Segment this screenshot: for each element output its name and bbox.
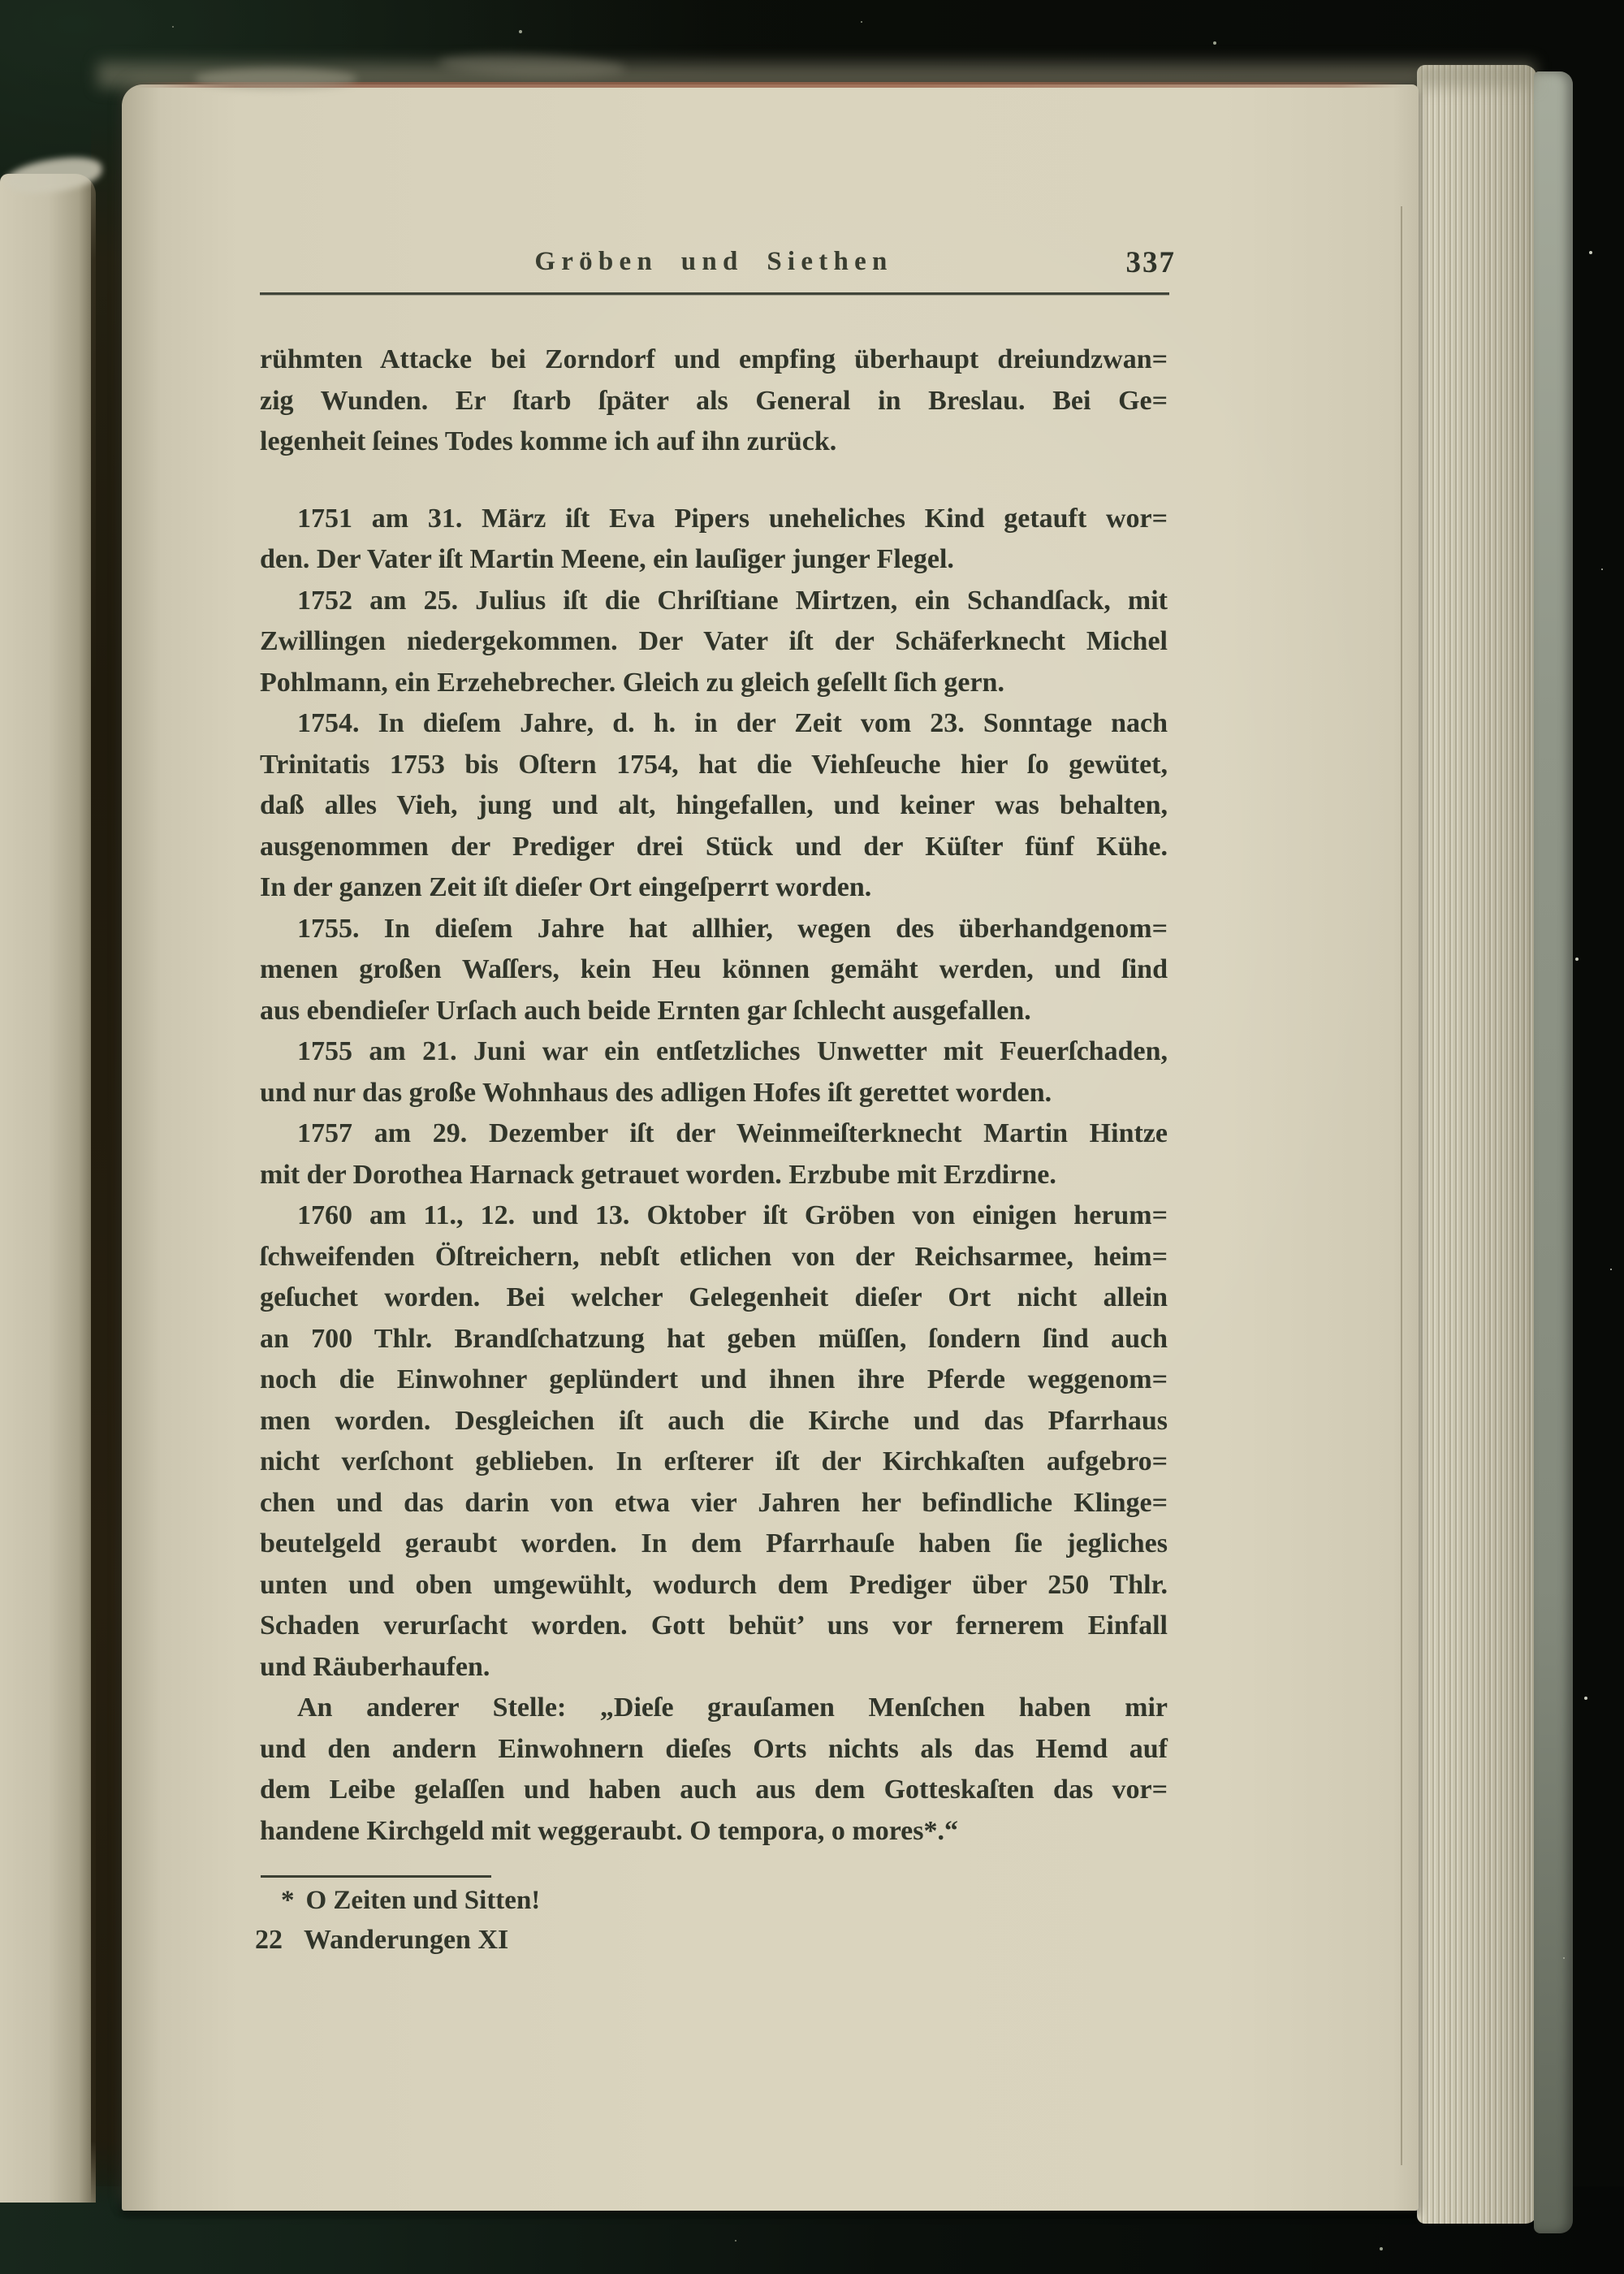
printer-signature <box>255 1925 508 1956</box>
header-rule <box>260 292 1169 295</box>
footnote-text: O Zeiten und Sitten! <box>305 1886 541 1915</box>
text-line: handene Kirchgeld mit weggeraubt. O tempora, o mores*.“ <box>260 1815 958 1846</box>
text-line: Schaden verurſacht worden. Gott behüt’ uns vor fernerem Einfall <box>260 1610 1168 1641</box>
book-cover-edge <box>1534 71 1573 2233</box>
text-line: In der ganzen Zeit iſt dieſer Ort eingeſperrt worden. <box>260 872 872 902</box>
text-line: ſchweifenden Öſtreichern, nebſt etlichen von der Reichsarmee, heim= <box>260 1241 1168 1272</box>
page-fold-line <box>1401 206 1402 2165</box>
text-line: legenheit ſeines Todes komme ich auf ihn zurück. <box>260 426 837 456</box>
text-line: 1760 am 11., 12. und 13. Oktober iſt Gröben von einigen herum= <box>297 1200 1168 1230</box>
text-line: zig Wunden. Er ſtarb ſpäter als General in Breslau. Bei Ge= <box>260 385 1168 416</box>
text-line: unten und oben umgewühlt, wodurch dem Prediger über 250 Thlr. <box>260 1569 1168 1600</box>
text-line: chen und das darin von etwa vier Jahren her befindliche Klinge= <box>260 1487 1168 1518</box>
text-line: nicht verſchont geblieben. In erſterer iſt der Kirchkaſten aufgebro= <box>260 1446 1168 1476</box>
text-line: 1752 am 25. Julius iſt die Chriſtiane Mirtzen, ein Schandſack, mit <box>297 585 1168 616</box>
text-line: ausgenommen der Prediger drei Stück und der Küſter fünf Kühe. <box>260 831 1168 862</box>
running-header <box>260 246 1176 286</box>
dust-specks <box>0 0 2 2</box>
text-line: 1757 am 29. Dezember iſt der Weinmeiſterknecht Martin Hintze <box>297 1118 1168 1148</box>
text-line: 1751 am 31. März iſt Eva Pipers uneheliches Kind getauft wor= <box>297 503 1168 534</box>
text-line: Trinitatis 1753 bis Oſtern 1754, hat die Viehſeuche hier ſo gewütet, <box>260 749 1168 780</box>
text-line: 1754. In dieſem Jahre, d. h. in der Zeit vom 23. Sonntage nach <box>297 708 1168 738</box>
footnote-rule <box>261 1875 491 1878</box>
text-line: und Räuberhaufen. <box>260 1651 490 1682</box>
chapter-title: Gröben und Siethen <box>534 247 893 276</box>
footnote <box>260 1886 540 1916</box>
sheet-number: 22 <box>255 1925 283 1955</box>
text-line: noch die Einwohner geplündert und ihnen ihre Pferde weggenom= <box>260 1364 1168 1394</box>
text-block <box>260 339 1168 1852</box>
text-line: mit der Dorothea Harnack getrauet worden. Erzbube mit Erzdirne. <box>260 1159 1056 1190</box>
text-line: menen großen Waſſers, kein Heu können gemäht werden, und ſind <box>260 954 1168 984</box>
text-line: geſuchet worden. Bei welcher Gelegenheit dieſer Ort nicht allein <box>260 1282 1168 1312</box>
text-line: aus ebendieſer Urſach auch beide Ernten gar ſchlecht ausgefallen. <box>260 995 1031 1026</box>
footnote-marker: * <box>281 1886 295 1915</box>
text-line: und den andern Einwohnern dieſes Orts nichts als das Hemd auf <box>260 1733 1168 1764</box>
text-line: An anderer Stelle: „Dieſe grauſamen Menſchen haben mir <box>297 1693 1168 1723</box>
paper-fiber-wisp <box>195 68 357 89</box>
text-line: und nur das große Wohnhaus des adligen Hofes iſt gerettet worden. <box>260 1077 1052 1108</box>
text-line: Zwillingen niedergekommen. Der Vater iſt der Schäferknecht Michel <box>260 626 1168 656</box>
book-page <box>122 84 1419 2211</box>
text-line: den. Der Vater iſt Martin Meene, ein lauſiger junger Flegel. <box>260 544 954 574</box>
text-line: daß alles Vieh, jung und alt, hingefallen, und keiner was behalten, <box>260 790 1168 820</box>
text-line: beutelgeld geraubt worden. In dem Pfarrhauſe haben ſie jegliches <box>260 1528 1168 1559</box>
text-line: an 700 Thlr. Brandſchatzung hat geben müſſen, ſondern ſind auch <box>260 1323 1168 1354</box>
text-line: 1755 am 21. Juni war ein entſetzliches Unwetter mit Feuerſchaden, <box>297 1036 1168 1066</box>
page-stack-fore-edge <box>1417 65 1537 2224</box>
left-page-edge <box>0 174 96 2203</box>
page-number: 337 <box>1125 246 1176 279</box>
text-line: men worden. Desgleichen iſt auch die Kirche und das Pfarrhaus <box>260 1405 1168 1436</box>
text-line: dem Leibe gelaſſen und haben auch aus dem Gotteskaſten das vor= <box>260 1775 1168 1805</box>
text-line: rühmten Attacke bei Zorndorf und empfing überhaupt dreiundzwan= <box>260 344 1168 374</box>
text-line: Pohlmann, ein Erzehebrecher. Gleich zu gleich geſellt ſich gern. <box>260 667 1004 698</box>
series-label: Wanderungen XI <box>304 1925 509 1955</box>
text-line: 1755. In dieſem Jahre hat allhier, wegen des überhandgenom= <box>297 913 1168 944</box>
